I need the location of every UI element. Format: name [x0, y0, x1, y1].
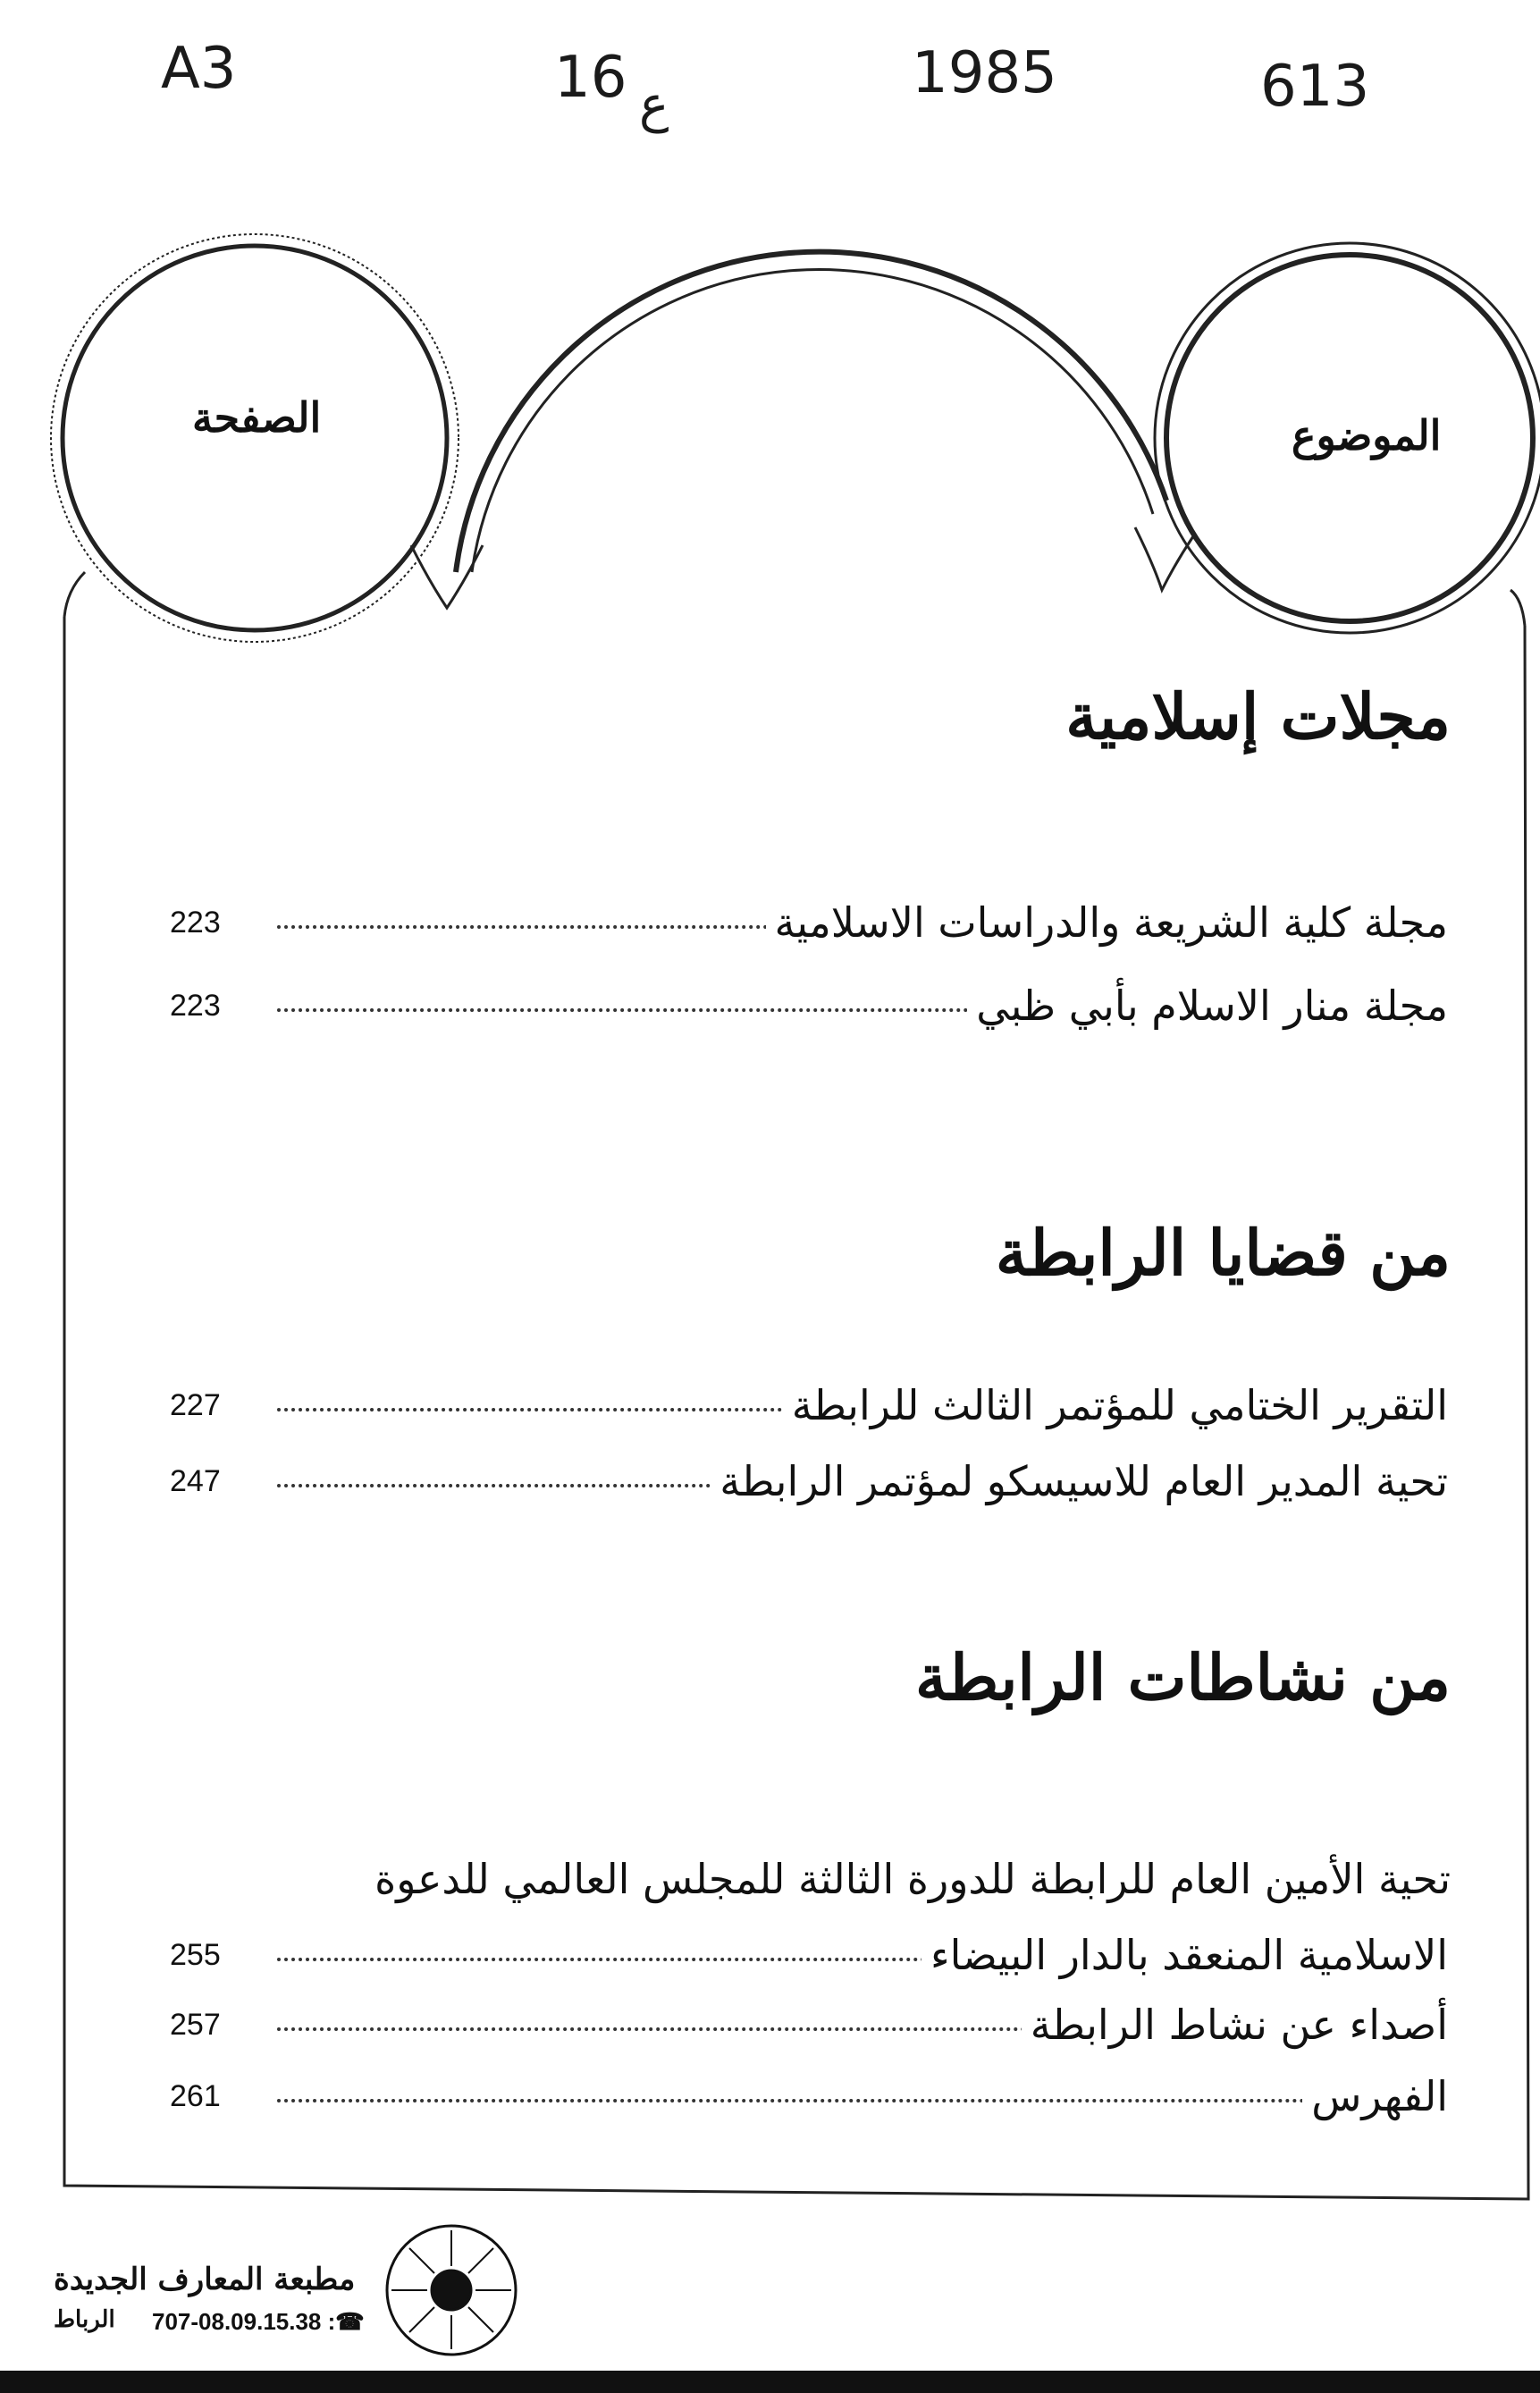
page-number: 223 — [170, 906, 221, 940]
section-title-islamic-journals: مجلات إسلامية — [1065, 679, 1451, 754]
annotation-year: 1985 — [912, 40, 1057, 106]
section-title-league-issues: من قضايا الرابطة — [995, 1216, 1451, 1290]
entry-title: الاسلامية المنعقد بالدار البيضاء — [921, 1931, 1448, 1979]
annotation-letter: ع — [639, 76, 669, 134]
toc-entry — [170, 1931, 1448, 1993]
page-number: 247 — [170, 1464, 221, 1498]
toc-entry — [170, 982, 1448, 1044]
entry-title: تحية المدير العام للاسيسكو لمؤتمر الرابطة — [711, 1457, 1448, 1505]
printer-name: مطبعة المعارف الجديدة — [54, 2262, 356, 2297]
entry-title-first-line: تحية الأمين العام للرابطة للدورة الثالثة للمجلس العالمي للدعوة — [374, 1855, 1451, 1903]
scan-edge-bar — [0, 2371, 1540, 2393]
page-number: 223 — [170, 989, 221, 1023]
leader-dots — [277, 2099, 1412, 2102]
section-title-league-activities: من نشاطات الرابطة — [915, 1640, 1451, 1715]
page-number: 255 — [170, 1938, 221, 1972]
entry-title: مجلة كلية الشريعة والدراسات الاسلامية — [766, 898, 1448, 947]
entry-title: أصداء عن نشاط الرابطة — [1022, 2001, 1448, 2049]
page-column-label: الصفحة — [192, 393, 322, 442]
toc-entry — [170, 2001, 1448, 2063]
annotation-613: 613 — [1260, 54, 1370, 120]
printer-phone: 707-08.09.15.38 :☎ — [152, 2308, 365, 2335]
toc-entry — [170, 2072, 1448, 2135]
printer-logo — [387, 2226, 516, 2355]
annotation-a3: A3 — [161, 36, 237, 102]
page-number: 257 — [170, 2008, 221, 2042]
page-number: 227 — [170, 1388, 221, 1422]
entry-title: التقرير الختامي للمؤتمر الثالث للرابطة — [783, 1381, 1448, 1429]
entry-title: مجلة منار الاسلام بأبي ظبي — [967, 982, 1448, 1030]
printer-city: الرباط — [54, 2306, 115, 2333]
toc-entry — [170, 1457, 1448, 1520]
toc-entry — [170, 1381, 1448, 1444]
page-number: 261 — [170, 2079, 221, 2113]
entry-title: الفهرس — [1302, 2072, 1448, 2120]
annotation-16: 16 — [554, 45, 627, 111]
subject-column-label: الموضوع — [1292, 411, 1442, 459]
toc-entry — [170, 898, 1448, 961]
